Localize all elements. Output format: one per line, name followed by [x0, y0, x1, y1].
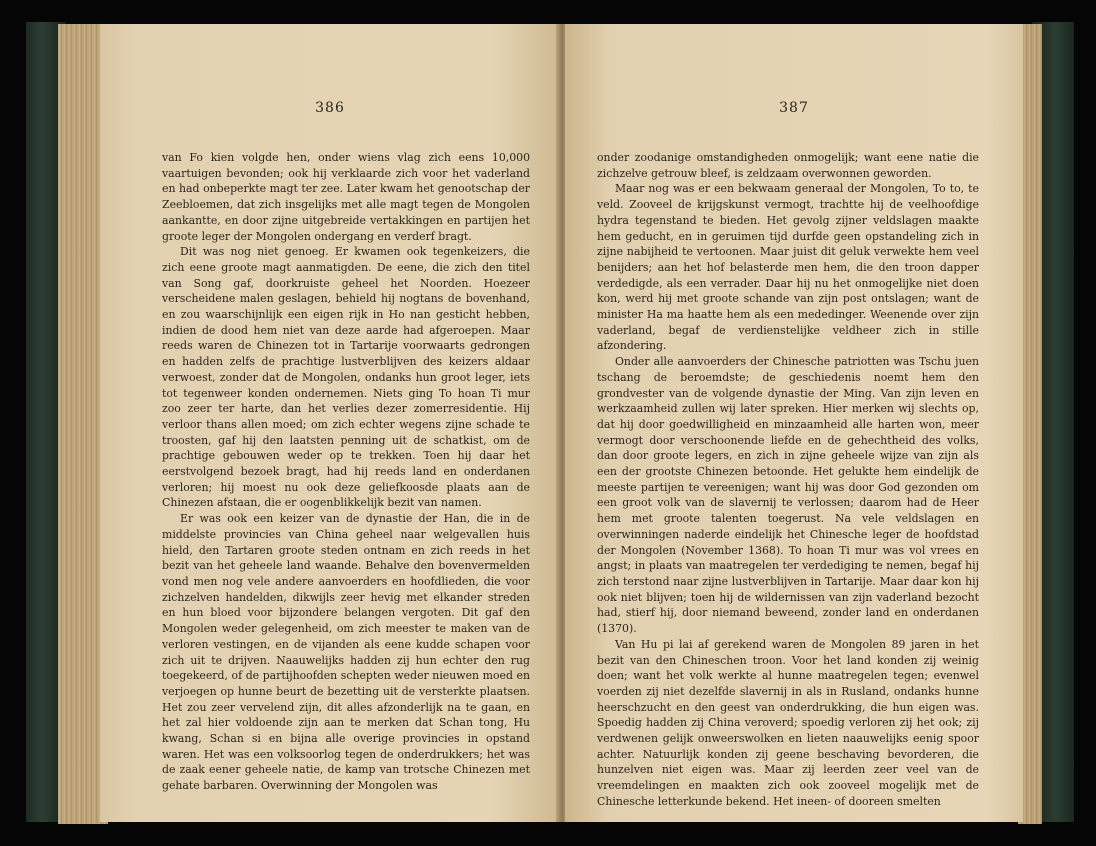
paragraph: van Fo kien volgde hen, onder wiens vlag zich eens 10,000 vaartuigen bevonden; ook hij verklaarde zich voor het vaderland en had onbeperkte magt ter zee. Later kwam het genootschap der Zeebloemen, dat zich insgelijks met alle magt tegen de Mongolen aankantte, en door zijne uitgebreide vertakkingen en partijen het groote leger der Mongolen ondergang en verderf bragt. — [162, 151, 530, 243]
paragraph: Van Hu pi lai af gerekend waren de Mongolen 89 jaren in het bezit van den Chineschen troon. Voor het land konden zij weinig doen; want het volk werkte al hunne maatregelen tegen; evenwel voerden zij niet dezelfde slavernij in als in Rusland, ondanks hunne heerschzucht en den geest van onderdrukking, die hun eigen was. Spoedig hadden zij China veroverd; spoedig verloren zij het ook; zij verdwenen gelijk onweerswolken en lieten naauwelijks eenig spoor achter. Natuurlijk konden zij geene beschaving bevorderen, die hunzelven niet eigen was. Maar zij leerden zeer veel van de vreemdelingen en maakten zich ook zooveel mogelijk met de Chinesche letterkunde bekend. Het ineen- of dooreen smelten — [597, 637, 979, 808]
right-page — [565, 24, 1023, 822]
paragraph: onder zoodanige omstandigheden onmogelijk; want eene natie die zichzelve getrouw bleef, is zeldzaam overwonnen geworden. — [597, 151, 979, 180]
left-page-text — [162, 150, 530, 794]
left-page — [100, 24, 560, 822]
right-page-number: 387 — [779, 100, 809, 116]
paragraph: Onder alle aanvoerders der Chinesche patriotten was Tschu juen tschang de beroemdste; de geschiedenis noemt hem den grondvester van de volgende dynastie der Ming. Van zijn leven en werkzaamheid zullen wij later spreken. Hier merken wij slechts op, dat hij door goedwilligheid en minzaamheid alle harten won, meer vermogt door verschoonende liefde en de gehechtheid des volks, dan door groote legers, en zich in zijne geheele wijze van zijn als een der grootste Chinezen betoonde. Het gelukte hem eindelijk de meeste partijen te vereenigen; want hij was door God gezonden om een groot volk van de slavernij te verlossen; daarom had de Heer hem met groote talenten toegerust. Na vele veldslagen en overwinningen naderde eindelijk het Chinesche leger de hoofdstad der Mongolen (November 1368). To hoan Ti mur was vol vrees en angst; in plaats van maatregelen ter verdediging te nemen, begaf hij zich terstond naar zijne lustverblijven in Tartarije. Maar daar kon hij ook niet blijven; toen hij de wildernissen van zijn vaderland bezocht had, stierf hij, door niemand beweend, zonder land en onderdanen (1370). — [597, 355, 979, 636]
paragraph: Er was ook een keizer van de dynastie der Han, die in de middelste provincies van China geheel naar welgevallen huis hield, den Tartaren groote steden ontnam en zich reeds in het bezit van het geheele land waande. Behalve den bovenvermelden vond men nog vele andere aanvoerders en hoofdlieden, die voor zichzelven handelden, dikwijls zeer hevig met elkander streden en hun bloed voor bijzondere belangen vergoten. Dit gaf den Mongolen weder gelegenheid, om zich meester te maken van de verloren vestingen, en de vijanden als eene kudde schapen voor zich uit te drijven. Naauwelijks hadden zij hun echter den rug toegekeerd, of de partijhoofden schepten weder nieuwen moed en verjoegen op hunne beurt de bezetting uit de versterkte plaatsen. Het zou zeer vervelend zijn, dit alles afzonderlijk na te gaan, en het zal hier voldoende zijn aan te merken dat Schan tong, Hu kwang, Schan si en bijna alle overige provincies in opstand waren. Het was een volksoorlog tegen de onderdrukkers; het was de zaak eener geheele natie, de kamp van trotsche Chinezen met gehate barbaren. Overwinning der Mongolen was — [162, 512, 530, 793]
paragraph: Maar nog was er een bekwaam generaal der Mongolen, To to, te veld. Zooveel de krijgskunst vermogt, trachtte hij de veelhoofdige hydra tegenstand te bieden. Het gevolg zijner veldslagen maakte hem geducht, en in geruimen tijd durfde geen opstandeling zich in zijne nabijheid te vertoonen. Maar juist dit geluk verwekte hem veel benijders; aan het hof belasterde men hem, die den troon dapper verdedigde, als een verrader. Daar hij nu het onmogelijke niet doen kon, werd hij met groote schande van zijn post ontslagen; want de minister Ha ma haatte hem als een mededinger. Weenende over zijn vaderland, begaf de verdienstelijke veldheer zich in stille afzondering. — [597, 182, 979, 353]
right-page-text — [597, 150, 979, 810]
paragraph: Dit was nog niet genoeg. Er kwamen ook tegenkeizers, die zich eene groote magt aanmatigden. De eene, die zich den titel van Song gaf, doorkruiste geheel het Noorden. Hoezeer verscheidene malen geslagen, behield hij nogtans de bovenhand, en zou waarschijnlijk een eigen rijk in Ho nan gesticht hebben, indien de dood hem niet van deze aarde had afgeroepen. Maar reeds waren de Chinezen tot in Tartarije voorwaarts gedrongen en hadden zelfs de prachtige lustverblijven des keizers aldaar verwoest, zonder dat de Mongolen, ondanks hun groot leger, iets tot tegenweer konden ondernemen. Niets ging To hoan Ti mur zoo zeer ter harte, dan het verlies dezer zomerresidentie. Hij verloor thans allen moed; om zich echter wegens zijne schade te troosten, gaf hij den laatsten penning uit de schatkist, om de prachtige gebouwen weder op te trekken. Toen hij daar het eerstvolgend bezoek bragt, had hij reeds land en onderdanen verloren; hij moest nu ook deze geliefkoosde plaats aan de Chinezen afstaan, die er oogenblikkelijk bezit van namen. — [162, 245, 530, 510]
left-page-number: 386 — [315, 100, 345, 116]
